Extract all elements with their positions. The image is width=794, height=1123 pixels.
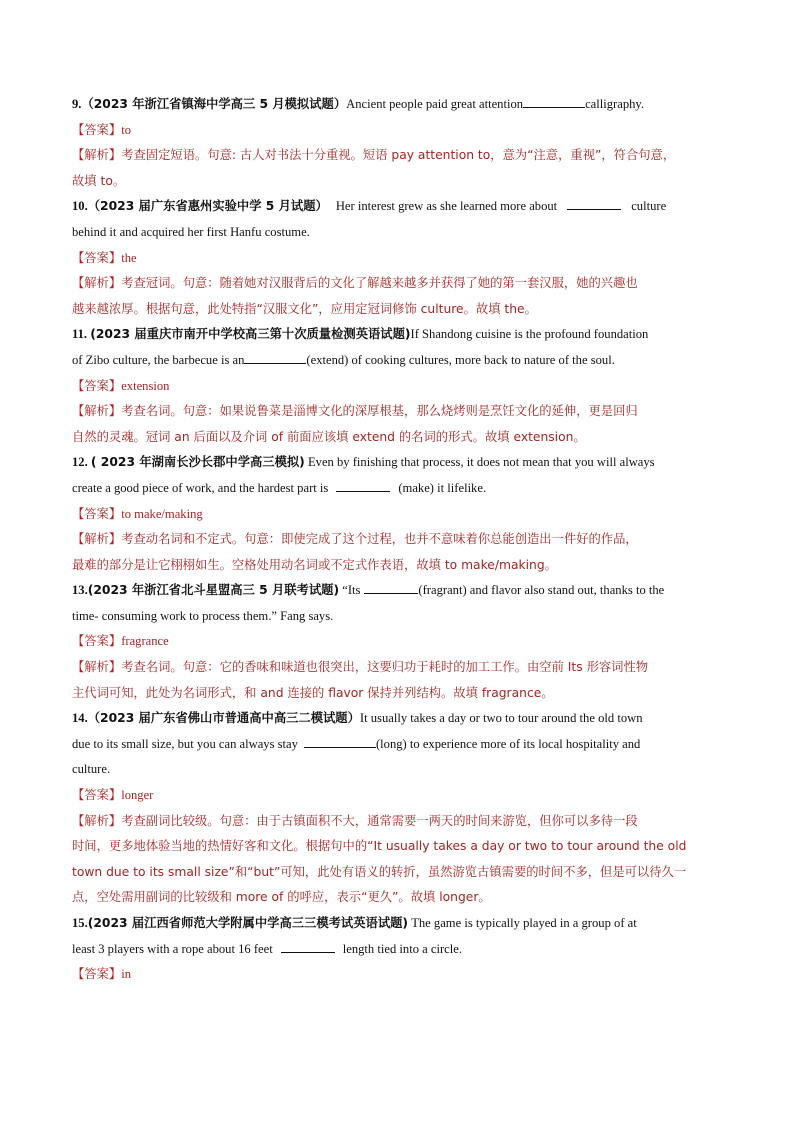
- analysis-line: [72, 143, 722, 169]
- question-number: 15.: [72, 916, 88, 930]
- analysis-text: 自然的灵魂。冠词 an 后面以及介词 of 前面应该填 extend 的名词的形式。故填 extension。: [72, 429, 586, 444]
- analysis-label: 【解析】: [72, 660, 122, 675]
- analysis-text: 考查名词。句意：如果说鲁菜是淄博文化的深厚根基，那么烧烤则是烹饪文化的延伸，更是回归: [121, 404, 638, 419]
- answer-blank: [567, 195, 621, 210]
- document-page: 9.（2023 年浙江省镇海中学高三 5 月模拟试题）Ancient people paid great attention calligraphy. 【答案】to 【解析】考查固定短语。句意: 古人对书法十分重视。短语 pay attention to，意为“注意，重视”，符合句意， 故填 to。 10.（2023 届广东省惠州实验中学 5 月试题） Her interest grew as she learned more about culture behind it and acquired her first Hanfu costume. 【答案】the 【解析】考查冠词。句意：随着她对汉服背后的文化了解越来越多并获得了她的第一套汉服，她的兴趣也 越来越浓厚。根据句意，此处特指“汉服文化”，应用定冠词修饰 culture。故填 the。 11. (2023 届重庆市南开中学校高三第十次质量检测英语试题)If Shandong cuisine is the profound foundation of Zibo culture, the barbecue is an (extend) of cooking cultures, more back to nature of the soul. 【答案】extension 【解析】考查名词。句意：如果说鲁菜是淄博文化的深厚根基，那么烧烤则是烹饪文化的延伸，更是回归 自然的灵魂。冠词 an 后面以及介词 of 前面应该填 extend 的名词的形式。故填 extension。 12. ( 2023 年湖南长沙长郡中学高三模拟) Even by finishing that process, it does not mean that you will always create a good piece of work, and the hardest part is (make) it lifelike. 【答案】to make/making 【解析】考查动名词和不定式。句意：即使完成了这个过程，也并不意味着你总能创造出一件好的作品， 最难的部分是让它栩栩如生。空格处用动名词或不定式作表语，故填 to make/making。 13.(2023 年浙江省北斗星盟高三 5 月联考试题) “Its (fragrant) and flavor also stand out, thanks to the time- consuming work to process them.” Fang says. 【答案】fragrance 【解析】考查名词。句意：它的香味和味道也很突出，这要归功于耗时的加工工作。由空前 Its 形容词性物 主代词可知，此处为名词形式，和 and 连接的 flavor 保持并列结构。故填 fragrance。 14.（2023 届广东省佛山市普通高中高三二模试题）It usually takes a day or two to tour around the old town due to its small size, but you can always stay (long) to experience more of its local hospitality and culture. 【答案】longer 【解析】考查副词比较级。句意：由于古镇面积不大，通常需要一两天的时间来游览，但你可以多待一段 时间，更多地体验当地的热情好客和文化。根据句中的“It usually takes a day or two to tour around the old town due to its small size”和“but”可知，此处有语义的转折，虽然游览古镇需要的时间不多，但是可以待久一 点，空处需用副词的比较级和 more of 的呼应，表示“更久”。故填 longer。 15.(2023 届江西省师范大学附属中学高三三模考试英语试题) The game is typically played in a group of at least 3 players with a rope about 16 feet length tied into a circle. 【答案】in: [72, 92, 722, 988]
- answer-label: 【答案】: [72, 378, 122, 393]
- analysis-text: 越来越浓厚。根据句意，此处特指“汉服文化”，应用定冠词修饰 culture。故填 the。: [72, 301, 537, 316]
- question-10: 10.（2023 届广东省惠州实验中学 5 月试题） Her interest grew as she learned more about culture: [72, 194, 722, 220]
- answer-text: fragrance: [121, 634, 169, 649]
- question-source: （2023 届广东省佛山市普通高中高三二模试题）: [87, 711, 360, 726]
- question-number: 12.: [72, 455, 88, 470]
- answer-line: [72, 374, 722, 400]
- question-11: 11. (2023 届重庆市南开中学校高三第十次质量检测英语试题)If Shandong cuisine is the profound foundation: [72, 327, 649, 342]
- answer-blank: [281, 938, 335, 953]
- answer-label: 【答案】: [72, 634, 122, 649]
- question-number: 14.: [72, 711, 88, 726]
- answer-blank: [304, 733, 376, 748]
- answer-label: 【答案】: [72, 788, 122, 803]
- question-9: 9.（2023 年浙江省镇海中学高三 5 月模拟试题）Ancient people paid great attention calligraphy.: [72, 92, 722, 118]
- analysis-text: 考查名词。句意：它的香味和味道也很突出，这要归功于耗时的加工工作。由空前 Its 形容词性物: [121, 660, 649, 675]
- answer-line: [72, 246, 722, 272]
- answer-blank: [364, 579, 418, 594]
- question-number: 13.: [72, 583, 88, 598]
- answer-label: 【答案】: [72, 122, 122, 137]
- answer-text: in: [121, 967, 131, 982]
- answer-text: to: [121, 122, 131, 137]
- question-number: 11.: [72, 327, 88, 342]
- answer-line: [72, 502, 722, 528]
- analysis-text: 最难的部分是让它栩栩如生。空格处用动名词或不定式作表语，故填 to make/making。: [72, 557, 557, 572]
- question-source: （2023 年浙江省镇海中学高三 5 月模拟试题）: [81, 97, 347, 111]
- answer-blank: [336, 477, 390, 492]
- answer-line: [72, 118, 722, 144]
- answer-line: [72, 629, 722, 655]
- answer-line: [72, 962, 722, 988]
- answer-text: to make/making: [121, 506, 203, 521]
- analysis-line: [72, 271, 722, 297]
- analysis-text: 点，空处需用副词的比较级和 more of 的呼应，表示“更久”。故填 longer。: [72, 890, 491, 905]
- analysis-text: 考查副词比较级。句意：由于古镇面积不大，通常需要一两天的时间来游览，但你可以多待一段: [121, 813, 638, 828]
- analysis-line: [72, 809, 722, 835]
- answer-label: 【答案】: [72, 967, 122, 982]
- answer-label: 【答案】: [72, 250, 122, 265]
- question-source: ( 2023 年湖南长沙长郡中学高三模拟): [90, 455, 305, 470]
- answer-blank: [523, 93, 585, 108]
- question-12: 12. ( 2023 年湖南长沙长郡中学高三模拟) Even by finishing that process, it does not mean that you will always: [72, 455, 655, 470]
- analysis-text: 考查固定短语。句意: 古人对书法十分重视。短语 pay attention to，意为“注意，重视”，符合句意，: [121, 148, 676, 163]
- analysis-label: 【解析】: [72, 404, 122, 419]
- analysis-label: 【解析】: [72, 148, 122, 163]
- question-source: (2023 届江西省师范大学附属中学高三三模考试英语试题): [87, 916, 409, 930]
- answer-line: [72, 783, 722, 809]
- analysis-label: 【解析】: [72, 813, 122, 828]
- analysis-text: 故填 to。: [72, 173, 126, 188]
- answer-text: longer: [121, 788, 154, 803]
- analysis-text: 时间，更多地体验当地的热情好客和文化。根据句中的“It usually takes a day or two to tour around the old: [72, 839, 687, 854]
- analysis-line: [72, 399, 722, 425]
- analysis-line: [72, 655, 722, 681]
- analysis-text: 考查冠词。句意：随着她对汉服背后的文化了解越来越多并获得了她的第一套汉服，她的兴趣也: [121, 276, 638, 291]
- answer-blank: [244, 349, 306, 364]
- analysis-text: 主代词可知，此处为名词形式，和 and 连接的 flavor 保持并列结构。故填 fragrance。: [72, 685, 554, 700]
- analysis-label: 【解析】: [72, 532, 122, 547]
- analysis-label: 【解析】: [72, 276, 122, 291]
- question-source: （2023 届广东省惠州实验中学 5 月试题）: [87, 199, 328, 214]
- question-number: 9.: [72, 97, 82, 111]
- question-14: 14.（2023 届广东省佛山市普通高中高三二模试题）It usually takes a day or two to tour around the old town: [72, 711, 643, 726]
- answer-label: 【答案】: [72, 506, 122, 521]
- answer-text: extension: [121, 378, 170, 393]
- analysis-text: 考查动名词和不定式。句意：即使完成了这个过程，也并不意味着你总能创造出一件好的作品，: [121, 532, 638, 547]
- analysis-line: [72, 527, 722, 553]
- question-13: 13.(2023 年浙江省北斗星盟高三 5 月联考试题) “Its (fragrant) and flavor also stand out, thanks to the: [72, 578, 722, 604]
- answer-text: the: [121, 250, 137, 265]
- question-15: 15.(2023 届江西省师范大学附属中学高三三模考试英语试题) The game is typically played in a group of at: [72, 916, 637, 930]
- question-source: (2023 年浙江省北斗星盟高三 5 月联考试题): [87, 583, 340, 598]
- analysis-text: town due to its small size”和“but”可知，此处有语义的转折，虽然游览古镇需要的时间不多，但是可以待久一: [72, 864, 687, 879]
- question-source: (2023 届重庆市南开中学校高三第十次质量检测英语试题): [90, 327, 411, 342]
- question-number: 10.: [72, 199, 88, 214]
